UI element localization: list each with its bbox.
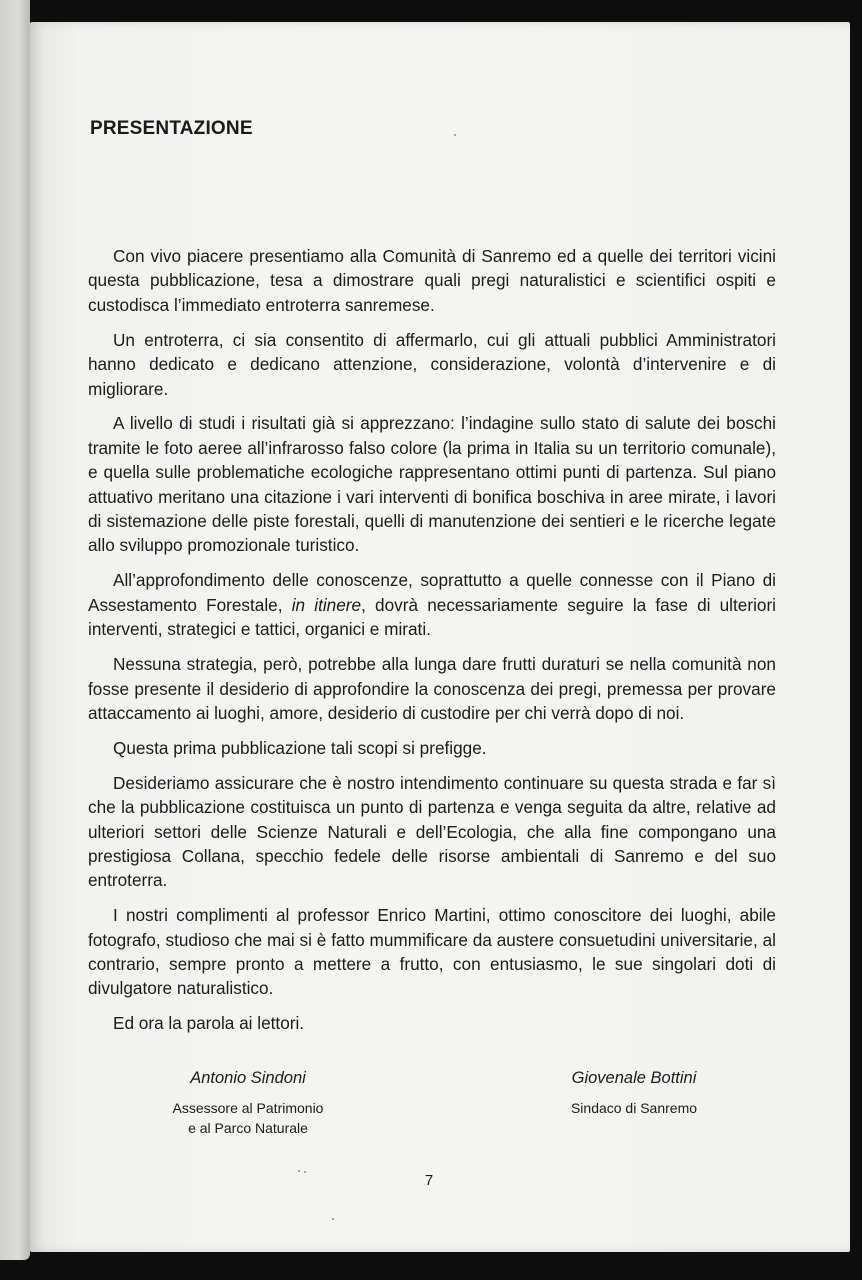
paragraph-1: Con vivo piacere presentiamo alla Comunità di Sanremo ed a quelle dei territori vicini questa pubblicazione, tesa a dimostrare quali pregi naturalistici e scientifici ospiti e custodisca l’immediato entroterra sanremese. xyxy=(88,246,776,315)
paragraph-8: I nostri complimenti al professor Enrico Martini, ottimo conoscitore dei luoghi, abile fotografo, studioso che mai si è fatto mummificare da austere consuetudini universitarie, al contrario, sempre pronto a mettere a frutto, con entusiasmo, le sue singolari doti di divulgatore naturalistico. xyxy=(88,905,776,999)
paragraph-6: Questa prima pubblicazione tali scopi si prefigge. xyxy=(113,737,487,758)
paragraph-4-italic: in itinere xyxy=(291,594,362,615)
signature-left-role-line-2: e al Parco Naturale xyxy=(188,1120,308,1136)
signature-left-name: Antonio Sindoni xyxy=(190,1069,306,1087)
signature-right-name: Giovenale Bottini xyxy=(571,1069,697,1087)
signature-left xyxy=(128,1068,368,1138)
page-number: 7 xyxy=(424,1172,434,1189)
paragraph-4-end: , dovrà necessariamente seguire la fase di ulteriori interventi, strategici e tattici, organici e mirati. xyxy=(88,594,776,640)
signature-right xyxy=(514,1068,754,1118)
paper-speck xyxy=(304,1171,306,1173)
signature-right-role-line-1: Sindaco di Sanremo xyxy=(570,1100,698,1116)
previous-page-edge xyxy=(0,0,30,1260)
paper-speck xyxy=(332,1218,334,1220)
paper-speck xyxy=(298,1170,300,1172)
paragraph-9: Ed ora la parola ai lettori. xyxy=(113,1013,305,1034)
paragraph-7: Desideriamo assicurare che è nostro intendimento continuare su questa strada e far sì che la pubblicazione costituisca un punto di partenza e venga seguita da altre, relative ad ulteriori settori delle Scienze Naturali e dell’Ecologia, che alla fine compongano una prestigiosa Collana, specchio fedele delle risorse ambientali di Sanremo e del suo entroterra. xyxy=(88,772,776,891)
body-text xyxy=(88,244,776,1036)
paragraph-4 xyxy=(88,568,776,641)
signature-left-role-line-1: Assessore al Patrimonio xyxy=(172,1100,324,1116)
paragraph-4-start: All’approfondimento delle conoscenze, soprattutto a quelle connesse con il Piano di Assestamento Forestale, xyxy=(88,570,776,615)
paragraph-3: A livello di studi i risultati già si apprezzano: l’indagine sullo stato di salute dei boschi tramite le foto aeree all’infrarosso falso colore (la prima in Italia su un territorio comunale), e quella sulle problematiche ecologiche rappresentano ottimi punti di partenza. Sul piano attuativo meritano una citazione i vari interventi di bonifica boschiva in aree mirate, i lavori di sistemazione delle piste forestali, quelli di manutenzione dei sentieri e le ricerche legate allo sviluppo promozionale turistico. xyxy=(88,413,776,556)
page-heading: PRESENTAZIONE xyxy=(90,118,253,139)
paragraph-2: Un entroterra, ci sia consentito di affermarlo, cui gli attuali pubblici Amministratori hanno dedicato e dedicano attenzione, considerazione, volontà d’intervenire e di migliorare. xyxy=(88,329,776,399)
paper-speck xyxy=(454,134,456,136)
book-page xyxy=(30,22,850,1252)
paragraph-5: Nessuna strategia, però, potrebbe alla lunga dare frutti duraturi se nella comunità non fosse presente il desiderio di approfondire la conoscenza dei pregi, premessa per provare attaccamento ai luoghi, amore, desiderio di custodire per chi verrà dopo di noi. xyxy=(88,654,776,723)
